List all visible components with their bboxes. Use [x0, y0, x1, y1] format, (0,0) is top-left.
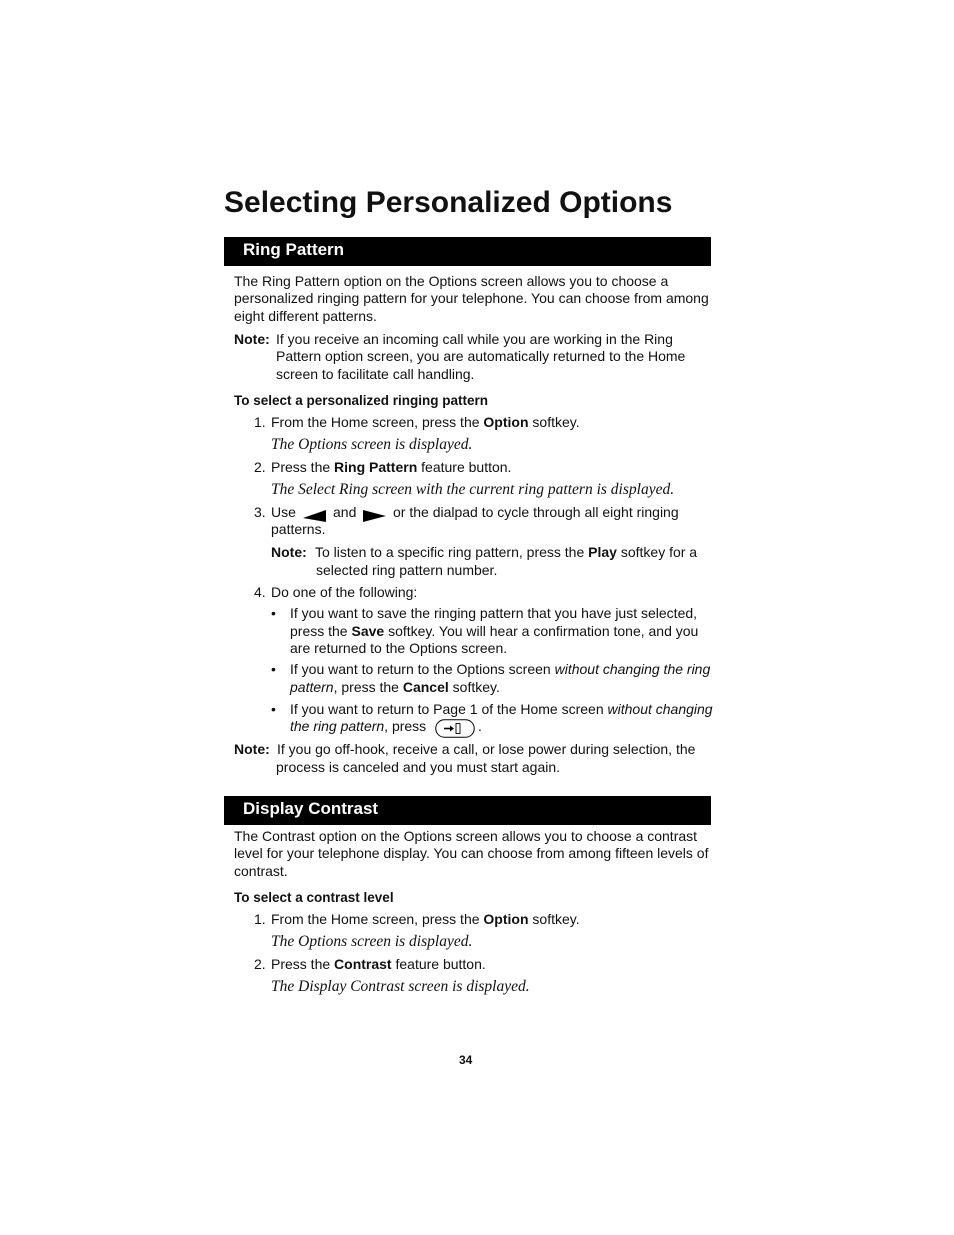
bullet-text: If you want to save the ringing pattern that you have just selected, [290, 605, 698, 621]
step-result: The Options screen is displayed. [271, 933, 473, 950]
page-title: Selecting Personalized Options [224, 186, 673, 219]
note-label: Note: [234, 331, 270, 347]
ring-intro-paragraph: The Ring Pattern option on the Options screen allows you to choose a personalized ringing pattern for your telephone. You can choose from among eight different patterns. [234, 273, 709, 324]
left-arrow-key-icon [303, 507, 327, 522]
note-text: selected ring pattern number. [316, 562, 498, 578]
step-text: Press the Contrast feature button. [271, 956, 486, 972]
step-text: Press the Ring Pattern feature button. [271, 459, 512, 475]
step-text: From the Home screen, press the Option softkey. [271, 414, 580, 430]
home-key-icon [435, 719, 475, 738]
bullet-text: pattern, press the Cancel softkey. [290, 679, 500, 695]
bullet-icon: • [271, 661, 276, 677]
step-number: 2. [254, 459, 266, 475]
step-number: 4. [254, 584, 266, 600]
note-label: Note: [271, 544, 307, 560]
step-number: 1. [254, 414, 266, 430]
step-number: 1. [254, 911, 266, 927]
bullet-text: press the Save softkey. You will hear a confirmation tone, and you [290, 623, 699, 639]
bullet-icon: • [271, 701, 276, 717]
procedure-heading: To select a contrast level [234, 890, 394, 905]
step-result: The Display Contrast screen is displayed. [271, 978, 530, 995]
page-number: 34 [459, 1053, 473, 1067]
section-header-ring-pattern [224, 237, 711, 266]
step-text: or the dialpad to cycle through all eight ringing [393, 504, 679, 520]
bullet-text: are returned to the Options screen. [290, 640, 508, 656]
note-text: If you receive an incoming call while you are working in the Ring Pattern option screen, you are automatically returned to the Home screen to facilitate call handling. [276, 331, 686, 382]
step-number: 3. [254, 504, 266, 520]
step-text: and [333, 504, 357, 520]
note-text: If you go off-hook, receive a call, or lose power during selection, the [277, 741, 696, 757]
step-text: From the Home screen, press the Option softkey. [271, 911, 580, 927]
step-text: Do one of the following: [271, 584, 418, 600]
step-result: The Options screen is displayed. [271, 436, 473, 453]
bullet-text: If you want to return to the Options screen without changing the ring [290, 661, 711, 677]
bullet-text: If you want to return to Page 1 of the Home screen without changing [290, 701, 713, 717]
step-text: patterns. [271, 521, 326, 537]
step-number: 2. [254, 956, 266, 972]
section-header-label: Display Contrast [243, 799, 379, 818]
step-result: The Select Ring screen with the current ring pattern is displayed. [271, 481, 675, 498]
note-text: process is canceled and you must start again. [276, 759, 561, 775]
note-label: Note: [234, 741, 270, 757]
note-text: To listen to a specific ring pattern, press the Play softkey for a [315, 544, 698, 560]
section-header-label: Ring Pattern [243, 240, 345, 259]
bullet-icon: • [271, 605, 276, 621]
bullet-text: the ring pattern, press [290, 718, 427, 734]
procedure-heading: To select a personalized ringing pattern [234, 393, 489, 408]
bullet-text: . [478, 718, 482, 734]
step-text: Use [271, 504, 296, 520]
right-arrow-key-icon [363, 507, 387, 522]
section-header-display-contrast [224, 796, 711, 825]
contrast-intro-paragraph: The Contrast option on the Options screen allows you to choose a contrast level for your telephone display. You can choose from among fifteen levels of contrast. [234, 828, 709, 879]
